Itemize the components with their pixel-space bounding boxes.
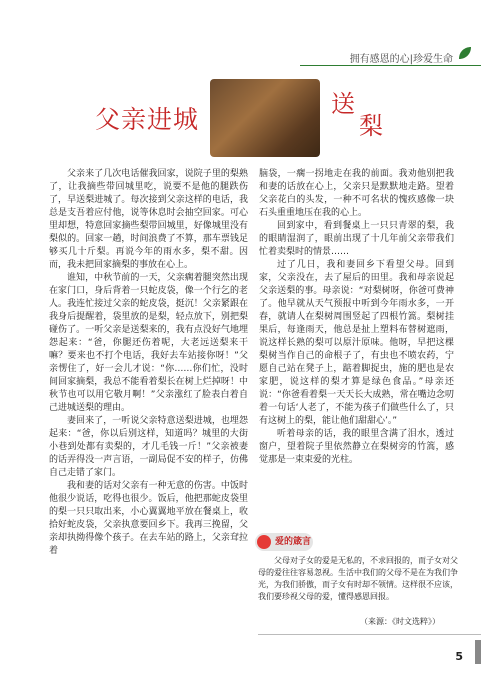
paragraph: 父亲来了几次电话催我回家，说院子里的梨熟了，让我摘些带回城里吃，说要不是他的腿跌伤了，早送梨进城了。每次接到父亲这样的电话，我总是支吾着应付他，说等休息时会抽空回家。可心里却想，特意回家摘些梨带回城里，好像城里没有梨似的。回家一趟，时间浪费了不算，那车票钱足够买几十斤梨。再说今年的雨水多，梨不甜。因而，我未把回家摘梨的事放在心上。 (49, 169, 248, 270)
page-number: 5 (455, 650, 463, 663)
motto-label: 爱的箴言 (275, 537, 312, 547)
section-header: 拥有感恩的心|珍爱生命 (349, 54, 453, 65)
article-title-left: 父亲进城 (95, 105, 200, 134)
paragraph: 谁知，中秋节前的一天，父亲瘸着腿突然出现在家门口，身后背着一只蛇皮袋，像一个行乞的老人。我连忙接过父亲的蛇皮袋，挺沉！父亲紧跟在我身后提醒着，袋里放的是梨，轻点放下，别把梨碰伤了。一听父亲是送梨来的，我有点没好气地埋怨起来：“爸，你腿还伤着呢，大老远送梨来干嘛？要来也不打个电话，我好去车站接你呀！”父亲愣住了，好一会儿才说：“你……你们忙，没时间回家摘梨，我总不能看着梨长在树上烂掉呀！中秋节也可以用它敬月啊！”父亲涨红了脸表白着自己进城送梨的理由。 (49, 273, 248, 413)
paragraph: 听着母亲的话，我的眼里含满了泪水，透过窗户，望着院子里依然静立在梨树旁的竹篙，感觉那是一束束爱的光柱。 (259, 429, 454, 465)
title-char-1: 送 (331, 90, 355, 118)
page-tab (475, 640, 481, 664)
heart-icon (257, 535, 271, 549)
column-right (259, 168, 454, 467)
paragraph: 我和妻的话对父亲有一种无意的伤害。中饭时他很少说话，吃得也很少。饭后，他把那蛇皮袋里的梨一只只取出来，小心翼翼地平放在餐桌上，收拾好蛇皮袋，父亲执意要回乡下。我再三挽留，父亲却执拗得像个孩子。在去车站的路上，父亲耷拉着 (49, 481, 248, 556)
paragraph: 回到家中，看到餐桌上一只只青翠的梨，我的眼睛湿润了，眼前出现了十几年前父亲带我们忙着卖梨时的情景…… (259, 221, 454, 257)
title-char-2: 梨 (359, 112, 383, 140)
column-left (49, 168, 248, 558)
leaf-icon (457, 45, 473, 61)
header-rule (300, 65, 481, 66)
pears-photo (210, 79, 320, 157)
paragraph: 过了几日，我和妻回乡下看望父母。回到家，父亲没在，去了屋后的田里。我和母亲说起父亲送梨的事。母亲说：“对梨树呀，你爸可费神了。他早就从天气预报中听到今年雨水多，一开春，就请人在梨树周围竖起了四根竹篙。梨树挂果后，每逢雨天，他总是扯上塑料布替树遮雨，说这样长熟的梨可以原汁原味。他呀，早把这棵梨树当作自己的命根子了，有虫也不喷农药，宁愿自己站在凳子上，踮着脚捉虫，施的肥也是农家肥，说这样的梨才算是绿色食品。”母亲还说：“你爸看着梨一天天长大成熟，常在嘴边念叨着一句话‘人老了，不能为孩子们做些什么了，只有这树上的梨，能让他们甜甜心’。” (259, 260, 454, 426)
article-title-right (331, 90, 401, 140)
motto-source: （来源：《时文选粹》） (360, 617, 440, 626)
paragraph: 妻回来了，一听说父亲特意送梨进城，也埋怨起来：“爸，你以后别这样，知道吗？城里的大街小巷到处都有卖梨的，才几毛钱一斤！”父亲被妻的话弄得没一声言语，一副局促不安的样子，仿佛自己走错了家门。 (49, 416, 248, 478)
motto-text: 父母对子女的爱是无私的，不求回报的，而子女对父母的爱往往容易忽视。生活中我们的父母不是在为我们争光，为我们骄傲，而子女有时却不领情。这样很不应该，我们要珍视父母的爱，懂得感恩回报。 (258, 556, 458, 601)
footer-rule (258, 634, 481, 635)
motto-badge (255, 533, 313, 551)
paragraph: 脑袋，一瘸一拐地走在我的前面。我劝他别把我和妻的话放在心上，父亲只是默默地走路。望着父亲花白的头发，一种不可名状的愧疚感像一块石头重重地压在我的心上。 (259, 169, 454, 218)
